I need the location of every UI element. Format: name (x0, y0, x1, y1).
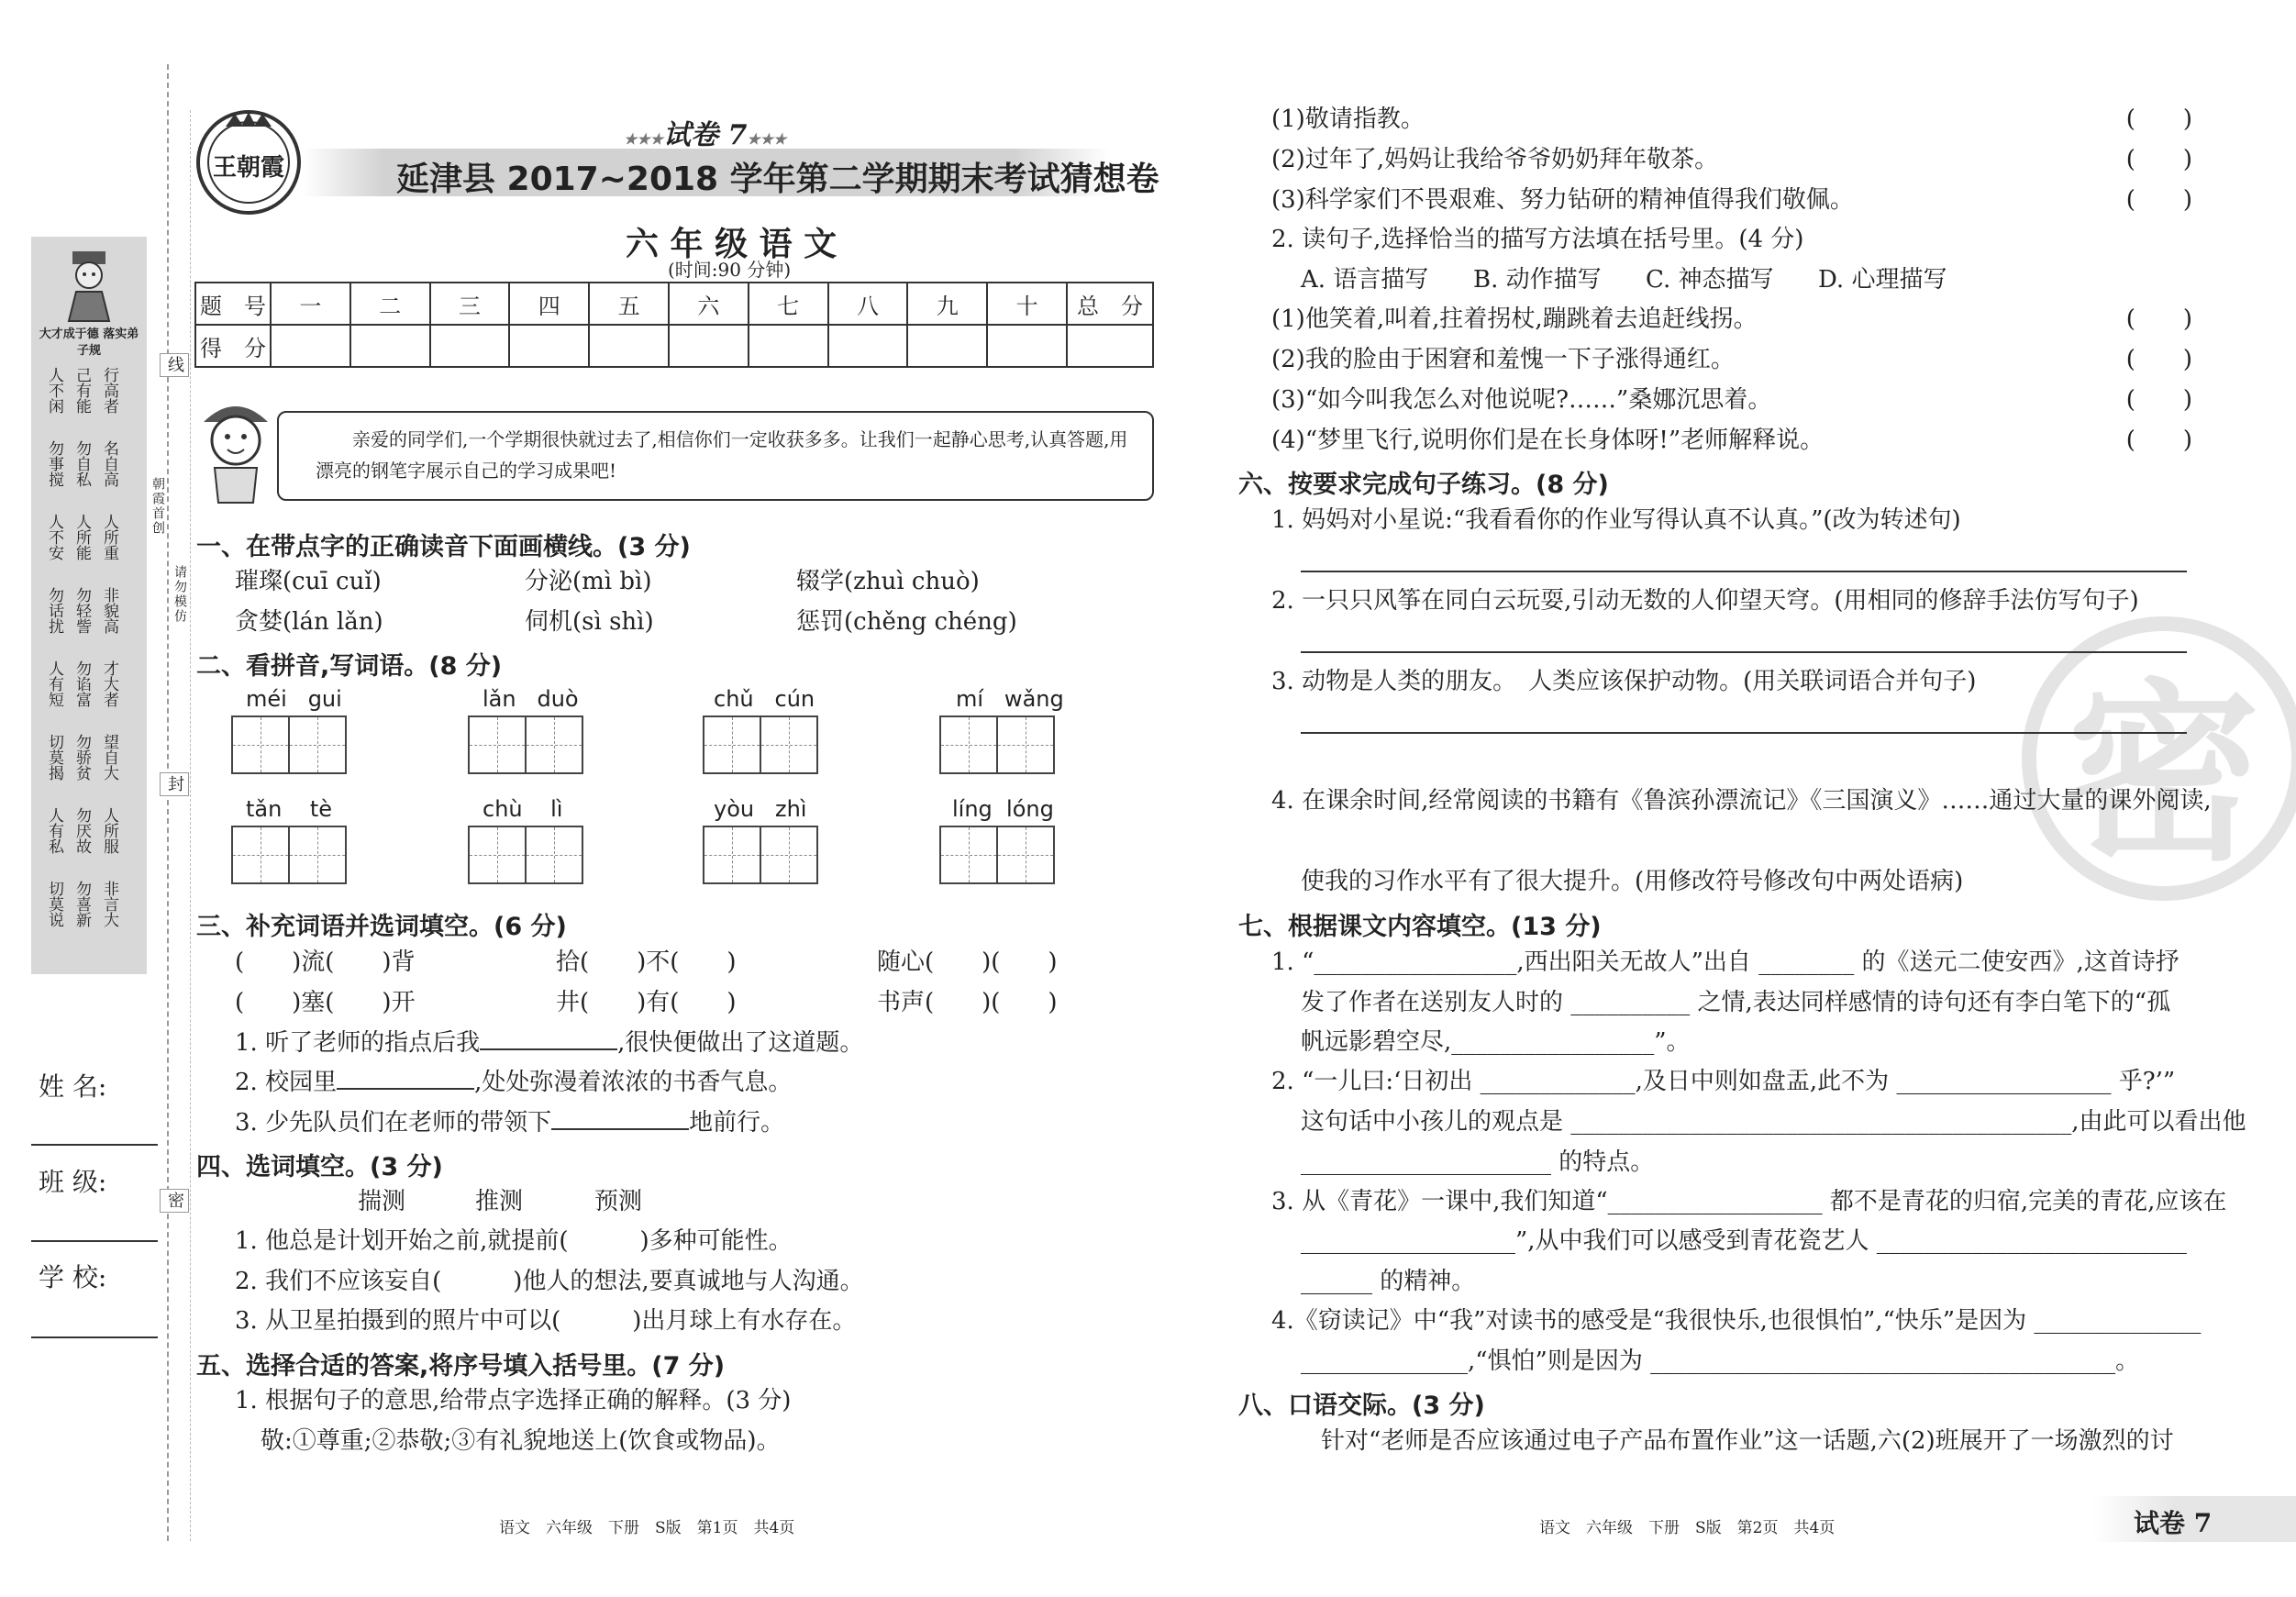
sidebar-motto: 大才成于德 落实弟子规 (39, 327, 139, 358)
score-cell[interactable] (430, 325, 510, 367)
s7-text: 帆远影碧空尽, (1301, 1028, 1452, 1056)
watermark-text: 密 (2067, 662, 2260, 887)
sidebar-couplet: 人所服 (100, 807, 118, 854)
score-cell[interactable] (350, 325, 430, 367)
subject-title: 六 年 级 语 文 (626, 225, 837, 263)
corner-badge (2093, 1496, 2296, 1542)
s3-q1-start: 1. 听了老师的指点后我 (235, 1029, 481, 1057)
greeting-box (277, 411, 1154, 501)
sidebar-couplet: 人所重 (100, 514, 118, 560)
pinyin-grid-block (231, 686, 345, 774)
s6-q3: 3. 动物是人类的朋友。 人类应该保护动物。(用关联词语合并句子) (1271, 668, 1977, 695)
exam-title: 延津县 2017~2018 学年第二学期期末考试猜想卷 (396, 161, 1159, 198)
sidebar-couplet: 切莫揭 (45, 734, 63, 781)
answer-blank[interactable]: __________________ (1301, 1227, 1515, 1255)
copyright-notice-2: 请勿模仿 (172, 565, 187, 624)
s7-text: ,及日中则如盘盂,此不为 (1635, 1068, 1890, 1095)
s7-text: 发了作者在送别友人时的 (1301, 989, 1564, 1016)
s6-q3-answer-line[interactable] (1301, 730, 2187, 734)
answer-blank[interactable]: __________________________ (1876, 1227, 2187, 1255)
s7-text: 这句话中小孩儿的观点是 (1301, 1108, 1564, 1136)
s3-word[interactable]: ( )流( )背 (235, 948, 416, 976)
s3-question (235, 1066, 792, 1098)
s4-word: 预测 (594, 1188, 643, 1215)
s3-word[interactable]: 井( )有( ) (556, 989, 737, 1016)
writing-grid[interactable] (703, 715, 816, 774)
s7-text: 4.《窃读记》中“我”对读书的感受是“我很快乐,也很惧怕”,“快乐”是因为 (1271, 1307, 2027, 1335)
score-table-score-row (195, 325, 1153, 367)
s7-q3-line2 (1301, 1225, 2187, 1257)
s5-q2-item (1271, 384, 2192, 425)
s1-heading: 一、在带点字的正确读音下面画横线。(3 分) (196, 533, 691, 561)
writing-grid[interactable] (939, 715, 1064, 774)
s7-text: 的特点。 (1558, 1148, 1655, 1176)
answer-blank[interactable]: ______________ (2034, 1307, 2202, 1335)
score-header-cell: 四 (509, 283, 589, 325)
s7-q2-line3 (1301, 1147, 1654, 1178)
sidebar-couplet: 勿骄贫 (72, 734, 91, 781)
s6-q1-answer-line[interactable] (1301, 569, 2187, 572)
pinyin-grid-block (703, 796, 816, 884)
s6-q2-answer-line[interactable] (1301, 649, 2187, 653)
score-cell[interactable] (271, 325, 350, 367)
answer-blank[interactable] (337, 1066, 474, 1090)
pinyin-grid-block (703, 686, 816, 774)
score-cell[interactable] (749, 325, 828, 367)
name-field-label: 姓 名: (39, 1071, 107, 1102)
s4-word: 揣测 (358, 1188, 406, 1215)
pinyin-label: tǎn tè (246, 796, 333, 822)
s7-text: 的《送元二使安西》,这首诗抒 (1861, 948, 2180, 976)
watermark-seal (2022, 616, 2296, 901)
sidebar-couplet: 勿自私 (72, 440, 91, 487)
sidebar-couplet: 人不闲 (45, 367, 63, 414)
score-row-label: 得 分 (195, 325, 271, 367)
answer-blank[interactable] (551, 1106, 689, 1130)
s4-question[interactable]: 1. 他总是计划开始之前,就提前( )多种可能性。 (235, 1227, 793, 1255)
s5-q1-options: 敬:①尊重;②恭敬;③有礼貌地送上(饮食或物品)。 (261, 1427, 781, 1455)
score-header-cell: 题 号 (195, 283, 271, 325)
sidebar-couplets (31, 363, 132, 956)
s3-q2-end: ,处处弥漫着浓浓的书香气息。 (474, 1069, 793, 1096)
s7-text: 1. “ (1271, 948, 1314, 976)
s7-q3-line1 (1271, 1186, 2226, 1217)
sidebar-couplet: 勿事搅 (45, 440, 63, 487)
pinyin-label: chù lì (482, 796, 563, 822)
s4-word: 推测 (475, 1188, 524, 1215)
score-cell[interactable] (828, 325, 908, 367)
answer-blank[interactable]: _________________ (1451, 1028, 1655, 1056)
s6-q4-line2[interactable]: 使我的习作水平有了很大提升。(用修改符号修改句中两处语病) (1301, 868, 1964, 895)
s5-q2: 2. 读句子,选择恰当的描写方法填在括号里。(4 分) (1271, 226, 1804, 253)
s5-q1: 1. 根据句子的意思,给带点字选择正确的解释。(3 分) (235, 1387, 792, 1414)
s7-q1-line1 (1271, 947, 2180, 978)
s7-q1-line2 (1301, 987, 2170, 1018)
pinyin-grid-block (939, 796, 1054, 884)
s1-item[interactable]: 分泌(mì bì) (525, 568, 652, 595)
sidebar-couplet: 望自大 (100, 734, 118, 781)
sidebar-panel (31, 237, 147, 974)
answer-paren[interactable]: ( ) (2125, 427, 2192, 454)
cartoon-kid-icon (194, 394, 277, 505)
sidebar-couplet: 人有短 (45, 660, 63, 707)
pinyin-grid-block (939, 686, 1064, 774)
answer-blank[interactable]: __________________ (1896, 1068, 2112, 1095)
s3-q2-start: 2. 校园里 (235, 1069, 338, 1096)
s3-heading: 三、补充词语并选词填空。(6 分) (196, 913, 567, 941)
score-header-cell: 五 (589, 283, 669, 325)
answer-blank[interactable]: _________________,西出阳关无故人”出自 (1314, 948, 1751, 976)
s6-q1: 1. 妈妈对小星说:“我看看你的作业写得认真不认真。”(改为转述句) (1271, 506, 1961, 534)
answer-blank[interactable]: __________ (1570, 989, 1691, 1016)
s4-question[interactable]: 3. 从卫星拍摄到的照片中可以( )出月球上有水存在。 (235, 1307, 857, 1335)
s7-heading: 七、根据课文内容填空。(13 分) (1238, 913, 1602, 941)
score-header-cell: 二 (350, 283, 430, 325)
sidebar-couplet: 人不安 (45, 514, 63, 560)
s7-text: 的精神。 (1380, 1268, 1476, 1295)
writing-grid[interactable] (939, 826, 1054, 884)
sidebar-couplet: 勿喜新 (72, 881, 91, 927)
name-field[interactable] (31, 1142, 158, 1146)
time-note: (时间:90 分钟) (668, 259, 792, 281)
s3-word[interactable]: 书声( )( ) (877, 989, 1058, 1016)
answer-blank[interactable]: _____________________ (1301, 1148, 1551, 1176)
answer-blank[interactable]: __________________________________________ (1570, 1108, 2072, 1136)
s1-item[interactable]: 伺机(sì shì) (525, 608, 654, 636)
s1-item[interactable]: 辍学(zhuì chuò) (796, 568, 980, 595)
pinyin-grid-block (231, 796, 345, 884)
brand-logo (194, 108, 303, 216)
sidebar-couplet: 勿厌故 (72, 807, 91, 854)
s5-q2-item (1271, 425, 2192, 465)
score-cell[interactable] (589, 325, 669, 367)
s5-q1-item (1271, 104, 2192, 144)
sidebar-couplet: 行高者 (100, 367, 118, 414)
cut-mark-2: 封 (160, 772, 189, 796)
score-header-cell: 九 (907, 283, 987, 325)
score-header-cell: 八 (828, 283, 908, 325)
class-field-label: 班 级: (39, 1167, 107, 1197)
answer-blank[interactable]: ______________ (1301, 1347, 1468, 1375)
s6-q2: 2. 一只只风筝在同白云玩耍,引动无数的人仰望天穹。(用相同的修辞手法仿写句子) (1271, 587, 2139, 615)
s7-text: 之情,表达同样感情的诗句还有李白笔下的“孤 (1697, 989, 2171, 1016)
s7-q2-line1 (1271, 1066, 2175, 1097)
s5-q1-item-text: (3)科学家们不畏艰难、努力钻研的精神值得我们敬佩。 (1271, 186, 1854, 214)
s7-text: ”,从中我们可以感受到青花瓷艺人 (1515, 1227, 1869, 1255)
s3-word[interactable]: 拾( )不( ) (556, 948, 737, 976)
score-header-cell: 十 (987, 283, 1067, 325)
left-margin-dashed-line (167, 64, 169, 1541)
sidebar-couplet: 勿话扰 (45, 587, 63, 634)
s5-q1-item-text: (2)过年了,妈妈让我给爷爷奶奶拜年敬茶。 (1271, 146, 1719, 173)
answer-paren[interactable]: ( ) (2125, 386, 2192, 414)
s3-question (235, 1106, 784, 1138)
answer-blank[interactable]: ______ (1301, 1268, 1372, 1295)
s5-q2-item-text: (2)我的脸由于困窘和羞愧一下子涨得通红。 (1271, 346, 1735, 373)
s5-q2-block (1271, 304, 2192, 465)
school-field-label: 学 校: (39, 1262, 107, 1292)
sidebar-couplet: 人所能 (72, 514, 91, 560)
sidebar-couplet: 非言大 (100, 881, 118, 927)
s1-item[interactable]: 惩罚(chěng chéng) (796, 608, 1017, 636)
cut-mark-3: 密 (160, 1189, 189, 1213)
s5-heading: 五、选择合适的答案,将序号填入括号里。(7 分) (196, 1352, 726, 1381)
writing-grid[interactable] (468, 715, 582, 774)
s7-text: ,“惧怕”则是因为 (1468, 1347, 1643, 1375)
s7-text: 2. “一儿曰:‘日初出 (1271, 1068, 1473, 1095)
s6-heading: 六、按要求完成句子练习。(8 分) (1238, 471, 1609, 499)
scholar-icon (56, 248, 122, 323)
s5-q2-option: A. 语言描写 (1301, 266, 1429, 294)
pinyin-label: líng lóng (952, 796, 1054, 822)
s5-q2-item-text: (4)“梦里飞行,说明你们是在长身体呀!”老师解释说。 (1271, 427, 1825, 454)
s2-heading: 二、看拼音,写词语。(8 分) (196, 652, 503, 681)
writing-grid[interactable] (703, 826, 816, 884)
score-table-header-row (195, 283, 1153, 325)
sidebar-couplet: 名自高 (100, 440, 118, 487)
s7-q3-line3 (1301, 1266, 1475, 1297)
footer-right: 语文 六年级 下册 S版 第2页 共4页 (1539, 1519, 1836, 1537)
s5-q2-option: D. 心理描写 (1818, 266, 1947, 294)
s7-text: 。 (2115, 1347, 2140, 1375)
s7-q4-line1 (1271, 1305, 2201, 1336)
s1-item[interactable]: 贪婪(lán lǎn) (235, 608, 383, 636)
greeting-text: 亲爱的同学们,一个学期很快就过去了,相信你们一定收获多多。让我们一起静心思考,认真答题,用漂亮的钢笔字展示自己的学习成果吧! (316, 428, 1128, 482)
fold-dashed-line (190, 110, 191, 1541)
sidebar-couplet: 非貌高 (100, 587, 118, 634)
score-table (194, 282, 1154, 368)
s4-question[interactable]: 2. 我们不应该妄自( )他人的想法,要真诚地与人沟通。 (235, 1268, 864, 1295)
s5-q2-item-text: (1)他笑着,叫着,拄着拐杖,蹦跳着去追赶线拐。 (1271, 305, 1758, 333)
s8-text: 针对“老师是否应该通过电子产品布置作业”这一话题,六(2)班展开了一场激烈的讨 (1321, 1427, 2174, 1455)
exam-badge: ★★★试卷 7★★★ (624, 119, 787, 151)
s5-q2-option: B. 动作描写 (1473, 266, 1602, 294)
s7-q2-line2 (1301, 1106, 2246, 1137)
sidebar-couplet: 切莫说 (45, 881, 63, 927)
score-header-cell: 三 (430, 283, 510, 325)
answer-blank[interactable]: _______________________________________ (1650, 1347, 2116, 1375)
score-cell[interactable] (907, 325, 987, 367)
answer-paren[interactable]: ( ) (2125, 105, 2192, 133)
s4-heading: 四、选词填空。(3 分) (196, 1153, 443, 1181)
writing-grid[interactable] (231, 715, 345, 774)
s3-word[interactable]: 随心( )( ) (877, 948, 1058, 976)
score-cell[interactable] (669, 325, 749, 367)
s3-q3-end: 地前行。 (689, 1109, 785, 1137)
class-field[interactable] (31, 1238, 158, 1242)
answer-paren[interactable]: ( ) (2125, 305, 2192, 333)
s3-question (235, 1026, 863, 1059)
score-cell[interactable] (987, 325, 1067, 367)
s7-text: ,由此可以看出他 (2071, 1108, 2246, 1136)
s7-q1-line3 (1301, 1026, 1691, 1058)
s7-text: ”。 (1654, 1028, 1691, 1056)
s5-q1-item-text: (1)敬请指教。 (1271, 105, 1425, 133)
answer-paren[interactable]: ( ) (2125, 186, 2192, 214)
s6-q4-line1[interactable]: 4. 在课余时间,经常阅读的书籍有《鲁滨孙漂流记》《三国演义》……通过大量的课外阅读, (1271, 787, 2212, 815)
score-header-cell: 总 分 (1067, 283, 1153, 325)
answer-paren[interactable]: ( ) (2125, 146, 2192, 173)
pinyin-label: yòu zhì (714, 796, 807, 822)
copyright-notice-1: 朝霞首创 (150, 477, 165, 536)
s5-q2-item (1271, 344, 2192, 384)
answer-blank[interactable] (480, 1026, 617, 1050)
school-field[interactable] (31, 1335, 158, 1338)
score-cell[interactable] (1067, 325, 1153, 367)
s8-heading: 八、口语交际。(3 分) (1238, 1392, 1485, 1420)
logo-text: 王朝霞 (212, 154, 284, 182)
answer-blank[interactable]: ________ (1758, 948, 1855, 976)
s7-text: 都不是青花的归宿,完美的青花,应该在 (1829, 1188, 2227, 1215)
corner-badge-text: 试卷 7 (2134, 1508, 2213, 1538)
s5-q1-block (1271, 104, 2192, 225)
writing-grid[interactable] (468, 826, 582, 884)
sidebar-couplet: 勿谄富 (72, 660, 91, 707)
s3-word[interactable]: ( )塞( )开 (235, 989, 416, 1016)
pinyin-grid-block (468, 796, 582, 884)
answer-blank[interactable]: _____________ (1480, 1068, 1636, 1095)
s5-q2-item-text: (3)“如今叫我怎么对他说呢?……”桑娜沉思着。 (1271, 386, 1772, 414)
s5-q2-item (1271, 304, 2192, 344)
pinyin-label: méi gui (246, 686, 342, 712)
exam-badge-text: 试卷 7 (663, 119, 748, 151)
answer-paren[interactable]: ( ) (2125, 346, 2192, 373)
s7-text: 乎?’” (2118, 1068, 2176, 1095)
writing-grid[interactable] (231, 826, 345, 884)
s3-q3-start: 3. 少先队员们在老师的带领下 (235, 1109, 552, 1137)
pinyin-label: chǔ cún (714, 686, 815, 712)
pinyin-label: lǎn duò (482, 686, 579, 712)
s1-item[interactable]: 璀璨(cuī cuǐ) (235, 568, 382, 595)
score-header-cell: 六 (669, 283, 749, 325)
pinyin-grid-block (468, 686, 582, 774)
score-cell[interactable] (509, 325, 589, 367)
score-header-cell: 一 (271, 283, 350, 325)
s7-text: 3. 从《青花》一课中,我们知道“ (1271, 1188, 1608, 1215)
s5-q1-item (1271, 144, 2192, 184)
score-header-cell: 七 (749, 283, 828, 325)
s3-q1-end: ,很快便做出了这道题。 (617, 1029, 864, 1057)
footer-left: 语文 六年级 下册 S版 第1页 共4页 (499, 1519, 795, 1537)
answer-blank[interactable]: __________________ (1607, 1188, 1823, 1215)
s5-q1-item (1271, 184, 2192, 225)
sidebar-couplet: 才大者 (100, 660, 118, 707)
sidebar-couplet: 己有能 (72, 367, 91, 414)
s7-q4-line2 (1301, 1346, 2139, 1377)
sidebar-couplet: 人有私 (45, 807, 63, 854)
s5-q2-option: C. 神态描写 (1646, 266, 1774, 294)
cut-mark-1: 线 (160, 353, 189, 377)
sidebar-couplet: 勿轻訾 (72, 587, 91, 634)
pinyin-label: mí wǎng (956, 686, 1064, 712)
